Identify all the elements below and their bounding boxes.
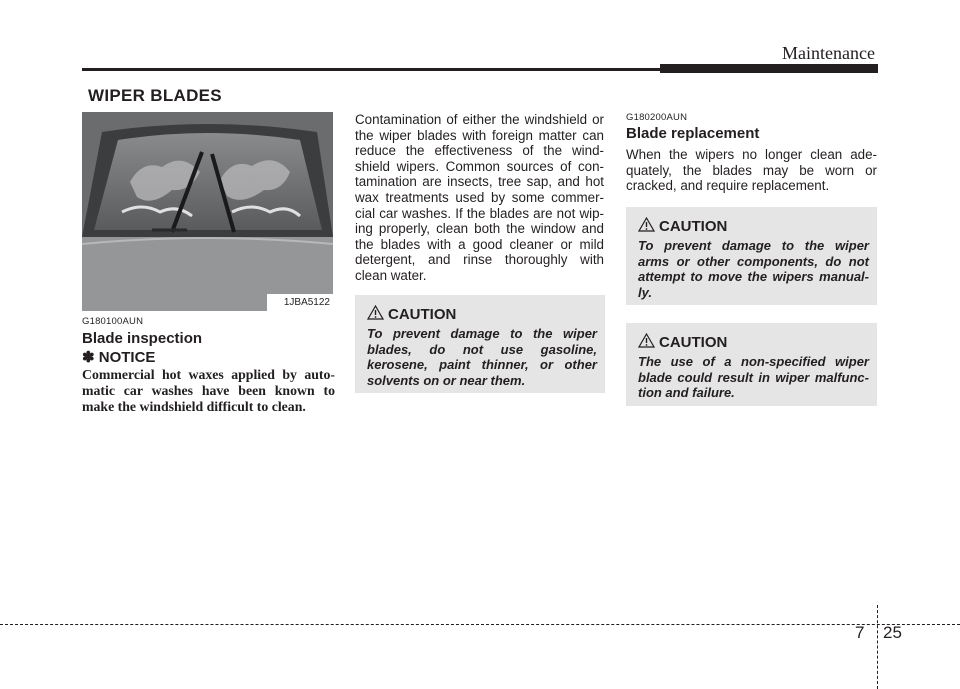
caution-line: blades, do not use gasoline,: [367, 341, 597, 357]
windshield-figure: [82, 112, 333, 311]
paragraph-line: ing properly, clean both the window and: [355, 221, 604, 237]
caution-box: [355, 295, 605, 393]
paragraph-line: the wiper blades with foreign matter can: [355, 127, 604, 143]
warning-triangle-icon: [367, 305, 384, 320]
paragraph-line: wax treatments used by some commer-: [355, 189, 604, 205]
caution-text: [638, 238, 869, 300]
caution-line: To prevent damage to the wiper: [367, 326, 597, 341]
caution-line: tion and failure.: [638, 385, 735, 401]
paragraph-line: tamination are insects, tree sap, and hot: [355, 174, 604, 190]
paragraph-line: cial car washes. If the blades are not wip-: [355, 205, 604, 221]
windshield-illustration: [82, 112, 333, 311]
paragraph-line: cracked, and require replacement.: [626, 178, 830, 194]
caution-line: To prevent damage to the wiper: [638, 238, 869, 253]
caution-text: [638, 354, 869, 401]
paragraph-line: clean water.: [355, 267, 427, 283]
paragraph-line: shield wipers. Common sources of con-: [355, 158, 604, 174]
caution-title: CAUTION: [659, 333, 728, 351]
notice-line: matic car washes have been known to: [82, 383, 335, 398]
header-rule: [82, 68, 660, 71]
chapter-number: 7: [855, 623, 865, 642]
replacement-heading: Blade replacement: [626, 125, 760, 142]
paragraph-line: reduce the effectiveness of the wind-: [355, 143, 604, 159]
replacement-code: G180200AUN: [626, 112, 688, 123]
caution-box: [626, 323, 877, 406]
header-title: Maintenance: [782, 43, 875, 63]
header-bar: [660, 64, 878, 73]
figure-code: 1JBA5122: [267, 294, 333, 311]
caution-line: arms or other components, do not: [638, 253, 869, 269]
notice-line: make the windshield difficult to clean.: [82, 399, 306, 414]
notice-line: Commercial hot waxes applied by auto-: [82, 367, 335, 382]
paragraph-line: Contamination of either the windshield or: [355, 112, 604, 127]
caution-title: CAUTION: [659, 217, 728, 235]
caution-text: [367, 326, 597, 388]
inspection-code: G180100AUN: [82, 316, 144, 327]
paragraph-line: quately, the blades may be worn or: [626, 162, 877, 178]
footer-divider: [877, 605, 878, 689]
section-title: WIPER BLADES: [88, 86, 222, 105]
warning-triangle-icon: [638, 217, 655, 232]
caution-box: [626, 207, 877, 305]
paragraph-line: the blades with a good cleaner or mild: [355, 236, 604, 252]
caution-line: blade could result in wiper malfunc-: [638, 369, 869, 385]
caution-title: CAUTION: [388, 305, 457, 323]
warning-triangle-icon: [638, 333, 655, 348]
caution-line: kerosene, paint thinner, or other: [367, 357, 597, 373]
caution-line: The use of a non-specified wiper: [638, 354, 869, 369]
paragraph-line: When the wipers no longer clean ade-: [626, 147, 877, 162]
replacement-paragraph: [626, 147, 877, 194]
caution-line: attempt to move the wipers manual-: [638, 269, 869, 285]
footer-rule: [0, 624, 960, 625]
notice-text: [82, 367, 335, 415]
caution-line: solvents on or near them.: [367, 372, 526, 388]
contamination-paragraph: [355, 112, 604, 284]
paragraph-line: detergent, and rinse thoroughly with: [355, 252, 604, 268]
page-number: 25: [883, 623, 902, 642]
caution-line: ly.: [638, 284, 652, 300]
notice-heading: ✽ NOTICE: [82, 349, 156, 366]
inspection-heading: Blade inspection: [82, 330, 203, 347]
